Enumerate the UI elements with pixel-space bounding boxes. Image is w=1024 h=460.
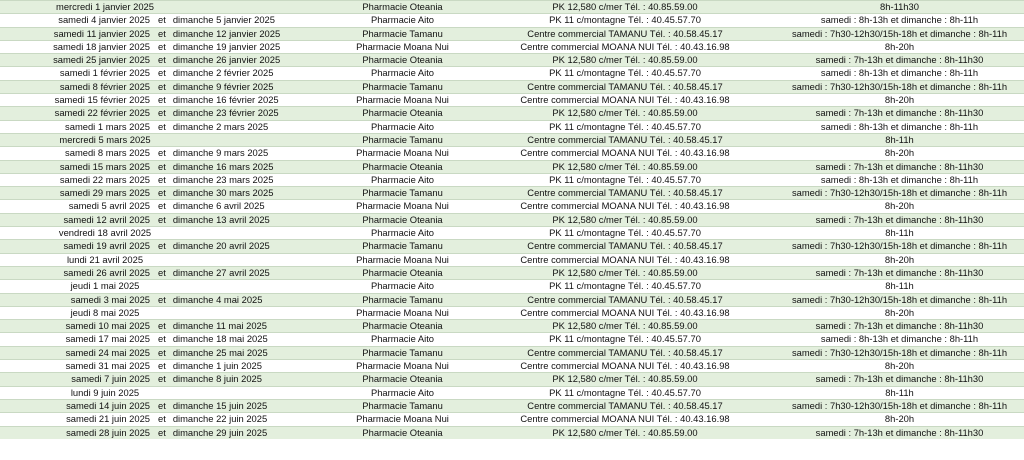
date-end: dimanche 25 mai 2025: [172, 346, 268, 358]
opening-hours: samedi : 8h-13h et dimanche : 8h-11h: [775, 67, 1024, 80]
opening-hours: samedi : 8h-13h et dimanche : 8h-11h: [775, 14, 1024, 27]
date-cell: [0, 293, 330, 306]
date-cell: [0, 54, 330, 67]
date-connector: et: [158, 200, 166, 212]
date-connector: et: [158, 173, 166, 185]
date-end: dimanche 2 mars 2025: [172, 120, 269, 132]
pharmacy-name: Pharmacie Aito: [330, 333, 475, 346]
date-start: samedi 22 mars 2025: [59, 173, 150, 185]
date-start: mercredi 1 janvier 2025: [56, 1, 154, 12]
date-cell: [0, 67, 330, 80]
date-end: dimanche 12 janvier 2025: [172, 27, 281, 39]
date-end: dimanche 26 janvier 2025: [172, 54, 281, 66]
table-row: [0, 399, 1024, 412]
date-connector: et: [158, 27, 166, 39]
date-start: lundi 9 juin 2025: [70, 386, 140, 398]
date-end: dimanche 16 mars 2025: [172, 160, 274, 172]
date-cell: [0, 360, 330, 373]
date-connector: et: [158, 240, 166, 252]
pharmacy-address: Centre commercial TAMANU Tél. : 40.58.45.17: [475, 293, 775, 306]
date-end: dimanche 9 février 2025: [172, 80, 274, 92]
pharmacy-name: Pharmacie Oteania: [330, 160, 475, 173]
date-cell: [0, 213, 330, 226]
table-row: [0, 1, 1024, 14]
opening-hours: samedi : 7h30-12h30/15h-18h et dimanche : 8h-11h: [775, 240, 1024, 253]
date-end: dimanche 11 mai 2025: [172, 320, 267, 332]
date-cell: [0, 386, 330, 399]
pharmacy-name: Pharmacie Oteania: [330, 320, 475, 333]
date-cell: [0, 14, 330, 27]
date-start: samedi 26 avril 2025: [63, 266, 150, 278]
date-end: dimanche 18 mai 2025: [172, 333, 268, 345]
date-cell: [0, 227, 330, 240]
table-row: [0, 213, 1024, 226]
date-start: lundi 21 avril 2025: [66, 253, 144, 265]
date-connector: et: [158, 40, 166, 52]
pharmacy-name: Pharmacie Aito: [330, 14, 475, 27]
pharmacy-address: Centre commercial TAMANU Tél. : 40.58.45.17: [475, 240, 775, 253]
date-start: samedi 8 mars 2025: [65, 147, 150, 159]
date-start: samedi 1 mars 2025: [65, 120, 150, 132]
date-cell: [0, 94, 330, 107]
date-connector: et: [158, 320, 166, 332]
pharmacy-name: Pharmacie Moana Nui: [330, 306, 475, 319]
date-end: dimanche 30 mars 2025: [172, 187, 274, 199]
date-cell: [0, 173, 330, 186]
opening-hours: 8h-11h: [775, 133, 1024, 146]
date-start: samedi 10 mai 2025: [65, 320, 150, 332]
date-end: dimanche 2 février 2025: [172, 67, 274, 79]
date-cell: [0, 413, 330, 426]
opening-hours: 8h-20h: [775, 253, 1024, 266]
pharmacy-address: Centre commercial TAMANU Tél. : 40.58.45.17: [475, 133, 775, 146]
date-start: jeudi 8 mai 2025: [70, 306, 140, 318]
table-row: [0, 80, 1024, 93]
opening-hours: samedi : 7h30-12h30/15h-18h et dimanche : 8h-11h: [775, 187, 1024, 200]
date-connector: et: [158, 67, 166, 79]
date-connector: et: [158, 373, 166, 385]
table-row: [0, 266, 1024, 279]
pharmacy-name: Pharmacie Tamanu: [330, 293, 475, 306]
table-row: [0, 413, 1024, 426]
date-start: samedi 7 juin 2025: [71, 373, 150, 385]
opening-hours: samedi : 7h30-12h30/15h-18h et dimanche : 8h-11h: [775, 399, 1024, 412]
date-start: samedi 25 janvier 2025: [53, 54, 150, 66]
date-start: samedi 15 février 2025: [54, 94, 150, 106]
date-connector: et: [158, 213, 166, 225]
date-start: samedi 31 mai 2025: [65, 360, 150, 372]
date-start: samedi 3 mai 2025: [70, 293, 150, 305]
date-cell: [0, 320, 330, 333]
pharmacy-name: Pharmacie Tamanu: [330, 240, 475, 253]
table-row: [0, 360, 1024, 373]
opening-hours: samedi : 7h-13h et dimanche : 8h-11h30: [775, 426, 1024, 439]
pharmacy-name: Pharmacie Aito: [330, 120, 475, 133]
pharmacy-name: Pharmacie Aito: [330, 67, 475, 80]
date-cell: [0, 107, 330, 120]
pharmacy-name: Pharmacie Aito: [330, 227, 475, 240]
date-cell: [0, 280, 330, 293]
table-row: [0, 187, 1024, 200]
date-start: samedi 8 février 2025: [59, 80, 150, 92]
table-row: [0, 386, 1024, 399]
pharmacy-name: Pharmacie Oteania: [330, 107, 475, 120]
date-start: samedi 17 mai 2025: [65, 333, 150, 345]
opening-hours: samedi : 7h-13h et dimanche : 8h-11h30: [775, 320, 1024, 333]
table-row: [0, 133, 1024, 146]
pharmacy-name: Pharmacie Tamanu: [330, 27, 475, 40]
date-cell: [0, 27, 330, 40]
table-row: [0, 27, 1024, 40]
pharmacy-address: PK 11 c/montagne Tél. : 40.45.57.70: [475, 14, 775, 27]
date-start: samedi 28 juin 2025: [66, 426, 150, 438]
pharmacy-name: Pharmacie Oteania: [330, 373, 475, 386]
pharmacy-name: Pharmacie Tamanu: [330, 399, 475, 412]
table-row: [0, 426, 1024, 439]
table-row: [0, 160, 1024, 173]
pharmacy-address: Centre commercial MOANA NUI Tél. : 40.43.16.98: [475, 360, 775, 373]
table-row: [0, 107, 1024, 120]
opening-hours: 8h-20h: [775, 147, 1024, 160]
table-row: [0, 40, 1024, 53]
date-end: dimanche 9 mars 2025: [172, 147, 269, 159]
pharmacy-name: Pharmacie Moana Nui: [330, 253, 475, 266]
pharmacy-address: Centre commercial MOANA NUI Tél. : 40.43.16.98: [475, 306, 775, 319]
pharmacy-name: Pharmacie Tamanu: [330, 80, 475, 93]
date-cell: [0, 426, 330, 439]
date-start: samedi 5 avril 2025: [68, 200, 150, 212]
date-end: dimanche 6 avril 2025: [172, 200, 265, 212]
date-end: dimanche 15 juin 2025: [172, 399, 268, 411]
pharmacy-address: Centre commercial MOANA NUI Tél. : 40.43.16.98: [475, 413, 775, 426]
date-cell: [0, 240, 330, 253]
pharmacy-address: PK 12,580 c/mer Tél. : 40.85.59.00: [475, 373, 775, 386]
opening-hours: samedi : 7h-13h et dimanche : 8h-11h30: [775, 266, 1024, 279]
date-connector: et: [158, 120, 166, 132]
date-start: samedi 14 juin 2025: [66, 399, 150, 411]
date-end: dimanche 20 avril 2025: [172, 240, 270, 252]
pharmacy-name: Pharmacie Moana Nui: [330, 413, 475, 426]
date-connector: et: [158, 94, 166, 106]
table-row: [0, 306, 1024, 319]
pharmacy-address: Centre commercial TAMANU Tél. : 40.58.45.17: [475, 27, 775, 40]
date-cell: [0, 1, 330, 14]
opening-hours: samedi : 7h-13h et dimanche : 8h-11h30: [775, 107, 1024, 120]
date-start: jeudi 1 mai 2025: [70, 280, 140, 292]
table-row: [0, 67, 1024, 80]
date-end: dimanche 22 juin 2025: [172, 413, 268, 425]
opening-hours: samedi : 7h-13h et dimanche : 8h-11h30: [775, 213, 1024, 226]
pharmacy-address: Centre commercial MOANA NUI Tél. : 40.43.16.98: [475, 200, 775, 213]
date-end: dimanche 23 mars 2025: [172, 173, 274, 185]
pharmacy-address: Centre commercial MOANA NUI Tél. : 40.43.16.98: [475, 253, 775, 266]
date-start: samedi 22 février 2025: [54, 107, 150, 119]
pharmacy-address: Centre commercial TAMANU Tél. : 40.58.45.17: [475, 80, 775, 93]
date-end: dimanche 16 février 2025: [172, 94, 279, 106]
pharmacy-address: PK 11 c/montagne Tél. : 40.45.57.70: [475, 173, 775, 186]
pharmacy-name: Pharmacie Moana Nui: [330, 147, 475, 160]
pharmacy-address: Centre commercial TAMANU Tél. : 40.58.45.17: [475, 187, 775, 200]
date-cell: [0, 306, 330, 319]
table-row: [0, 280, 1024, 293]
opening-hours: 8h-11h30: [775, 1, 1024, 14]
date-cell: [0, 160, 330, 173]
date-cell: [0, 253, 330, 266]
date-connector: et: [158, 346, 166, 358]
table-row: [0, 373, 1024, 386]
date-end: dimanche 19 janvier 2025: [172, 40, 281, 52]
pharmacy-name: Pharmacie Aito: [330, 280, 475, 293]
date-start: samedi 21 juin 2025: [66, 413, 150, 425]
date-cell: [0, 373, 330, 386]
pharmacy-name: Pharmacie Aito: [330, 386, 475, 399]
opening-hours: samedi : 8h-13h et dimanche : 8h-11h: [775, 333, 1024, 346]
date-start: mercredi 5 mars 2025: [59, 133, 151, 145]
pharmacy-address: PK 12,580 c/mer Tél. : 40.85.59.00: [475, 1, 775, 14]
pharmacy-address: PK 11 c/montagne Tél. : 40.45.57.70: [475, 280, 775, 293]
table-row: [0, 240, 1024, 253]
table-row: [0, 173, 1024, 186]
table-row: [0, 333, 1024, 346]
pharmacy-address: Centre commercial TAMANU Tél. : 40.58.45.17: [475, 399, 775, 412]
date-connector: et: [158, 426, 166, 438]
date-cell: [0, 399, 330, 412]
opening-hours: 8h-20h: [775, 40, 1024, 53]
date-connector: et: [158, 413, 166, 425]
pharmacy-address: PK 11 c/montagne Tél. : 40.45.57.70: [475, 386, 775, 399]
date-connector: et: [158, 333, 166, 345]
date-cell: [0, 266, 330, 279]
opening-hours: 8h-11h: [775, 280, 1024, 293]
date-connector: et: [158, 54, 166, 66]
pharmacy-address: Centre commercial TAMANU Tél. : 40.58.45.17: [475, 346, 775, 359]
pharmacy-address: Centre commercial MOANA NUI Tél. : 40.43.16.98: [475, 94, 775, 107]
table-row: [0, 346, 1024, 359]
pharmacy-address: PK 12,580 c/mer Tél. : 40.85.59.00: [475, 426, 775, 439]
opening-hours: samedi : 8h-13h et dimanche : 8h-11h: [775, 173, 1024, 186]
date-end: dimanche 5 janvier 2025: [172, 14, 275, 26]
opening-hours: samedi : 7h-13h et dimanche : 8h-11h30: [775, 54, 1024, 67]
pharmacy-address: PK 12,580 c/mer Tél. : 40.85.59.00: [475, 54, 775, 67]
opening-hours: 8h-20h: [775, 413, 1024, 426]
table-body: [0, 1, 1024, 439]
pharmacy-address: PK 12,580 c/mer Tél. : 40.85.59.00: [475, 107, 775, 120]
opening-hours: samedi : 7h-13h et dimanche : 8h-11h30: [775, 160, 1024, 173]
date-start: samedi 4 janvier 2025: [58, 14, 150, 26]
opening-hours: samedi : 7h30-12h30/15h-18h et dimanche : 8h-11h: [775, 27, 1024, 40]
pharmacy-address: PK 11 c/montagne Tél. : 40.45.57.70: [475, 67, 775, 80]
date-start: samedi 29 mars 2025: [59, 187, 150, 199]
date-connector: et: [158, 266, 166, 278]
opening-hours: 8h-20h: [775, 306, 1024, 319]
pharmacy-name: Pharmacie Oteania: [330, 213, 475, 226]
opening-hours: 8h-11h: [775, 227, 1024, 240]
pharmacy-address: PK 11 c/montagne Tél. : 40.45.57.70: [475, 333, 775, 346]
opening-hours: 8h-11h: [775, 386, 1024, 399]
table-row: [0, 200, 1024, 213]
table-row: [0, 94, 1024, 107]
pharmacy-address: PK 12,580 c/mer Tél. : 40.85.59.00: [475, 320, 775, 333]
date-connector: et: [158, 14, 166, 26]
pharmacy-name: Pharmacie Moana Nui: [330, 40, 475, 53]
pharmacy-name: Pharmacie Oteania: [330, 426, 475, 439]
date-end: dimanche 27 avril 2025: [172, 266, 270, 278]
date-connector: et: [158, 360, 166, 372]
date-cell: [0, 147, 330, 160]
pharmacy-name: Pharmacie Tamanu: [330, 346, 475, 359]
date-start: vendredi 18 avril 2025: [58, 227, 152, 239]
date-end: dimanche 4 mai 2025: [172, 293, 263, 305]
date-start: samedi 11 janvier 2025: [53, 27, 150, 39]
pharmacy-name: Pharmacie Moana Nui: [330, 360, 475, 373]
pharmacy-name: Pharmacie Tamanu: [330, 187, 475, 200]
date-start: samedi 24 mai 2025: [65, 346, 150, 358]
date-end: dimanche 23 février 2025: [172, 107, 279, 119]
date-cell: [0, 333, 330, 346]
date-start: samedi 18 janvier 2025: [53, 40, 150, 52]
date-cell: [0, 40, 330, 53]
table-row: [0, 227, 1024, 240]
table-row: [0, 54, 1024, 67]
pharmacy-name: Pharmacie Tamanu: [330, 133, 475, 146]
opening-hours: samedi : 8h-13h et dimanche : 8h-11h: [775, 120, 1024, 133]
pharmacy-name: Pharmacie Moana Nui: [330, 94, 475, 107]
pharmacy-name: Pharmacie Moana Nui: [330, 200, 475, 213]
date-cell: [0, 80, 330, 93]
date-cell: [0, 346, 330, 359]
date-start: samedi 15 mars 2025: [59, 160, 150, 172]
date-connector: et: [158, 160, 166, 172]
date-cell: [0, 200, 330, 213]
pharmacy-address: PK 12,580 c/mer Tél. : 40.85.59.00: [475, 213, 775, 226]
table-row: [0, 293, 1024, 306]
date-end: dimanche 8 juin 2025: [172, 373, 262, 385]
date-connector: et: [158, 399, 166, 411]
pharmacy-address: Centre commercial MOANA NUI Tél. : 40.43.16.98: [475, 40, 775, 53]
opening-hours: samedi : 7h30-12h30/15h-18h et dimanche : 8h-11h: [775, 346, 1024, 359]
table-row: [0, 320, 1024, 333]
table-row: [0, 253, 1024, 266]
pharmacy-name: Pharmacie Oteania: [330, 1, 475, 14]
table-row: [0, 14, 1024, 27]
date-connector: et: [158, 107, 166, 119]
date-end: dimanche 1 juin 2025: [172, 360, 262, 372]
pharmacy-address: Centre commercial MOANA NUI Tél. : 40.43.16.98: [475, 147, 775, 160]
opening-hours: samedi : 7h30-12h30/15h-18h et dimanche : 8h-11h: [775, 80, 1024, 93]
date-cell: [0, 187, 330, 200]
date-cell: [0, 120, 330, 133]
date-connector: et: [158, 187, 166, 199]
date-end: dimanche 29 juin 2025: [172, 426, 268, 438]
date-start: samedi 1 février 2025: [59, 67, 150, 79]
date-end: dimanche 13 avril 2025: [172, 213, 270, 225]
date-cell: [0, 133, 330, 146]
opening-hours: 8h-20h: [775, 94, 1024, 107]
opening-hours: samedi : 7h-13h et dimanche : 8h-11h30: [775, 373, 1024, 386]
opening-hours: 8h-20h: [775, 360, 1024, 373]
opening-hours: 8h-20h: [775, 200, 1024, 213]
pharmacy-address: PK 12,580 c/mer Tél. : 40.85.59.00: [475, 160, 775, 173]
date-connector: et: [158, 147, 166, 159]
pharmacy-name: Pharmacie Oteania: [330, 54, 475, 67]
table-row: [0, 120, 1024, 133]
opening-hours: samedi : 7h30-12h30/15h-18h et dimanche : 8h-11h: [775, 293, 1024, 306]
table-row: [0, 147, 1024, 160]
pharmacy-address: PK 11 c/montagne Tél. : 40.45.57.70: [475, 120, 775, 133]
date-start: samedi 19 avril 2025: [63, 240, 150, 252]
pharmacy-address: PK 11 c/montagne Tél. : 40.45.57.70: [475, 227, 775, 240]
pharmacy-name: Pharmacie Oteania: [330, 266, 475, 279]
date-connector: et: [158, 80, 166, 92]
date-start: samedi 12 avril 2025: [63, 213, 150, 225]
pharmacy-name: Pharmacie Aito: [330, 173, 475, 186]
pharmacy-address: PK 12,580 c/mer Tél. : 40.85.59.00: [475, 266, 775, 279]
date-connector: et: [158, 293, 166, 305]
